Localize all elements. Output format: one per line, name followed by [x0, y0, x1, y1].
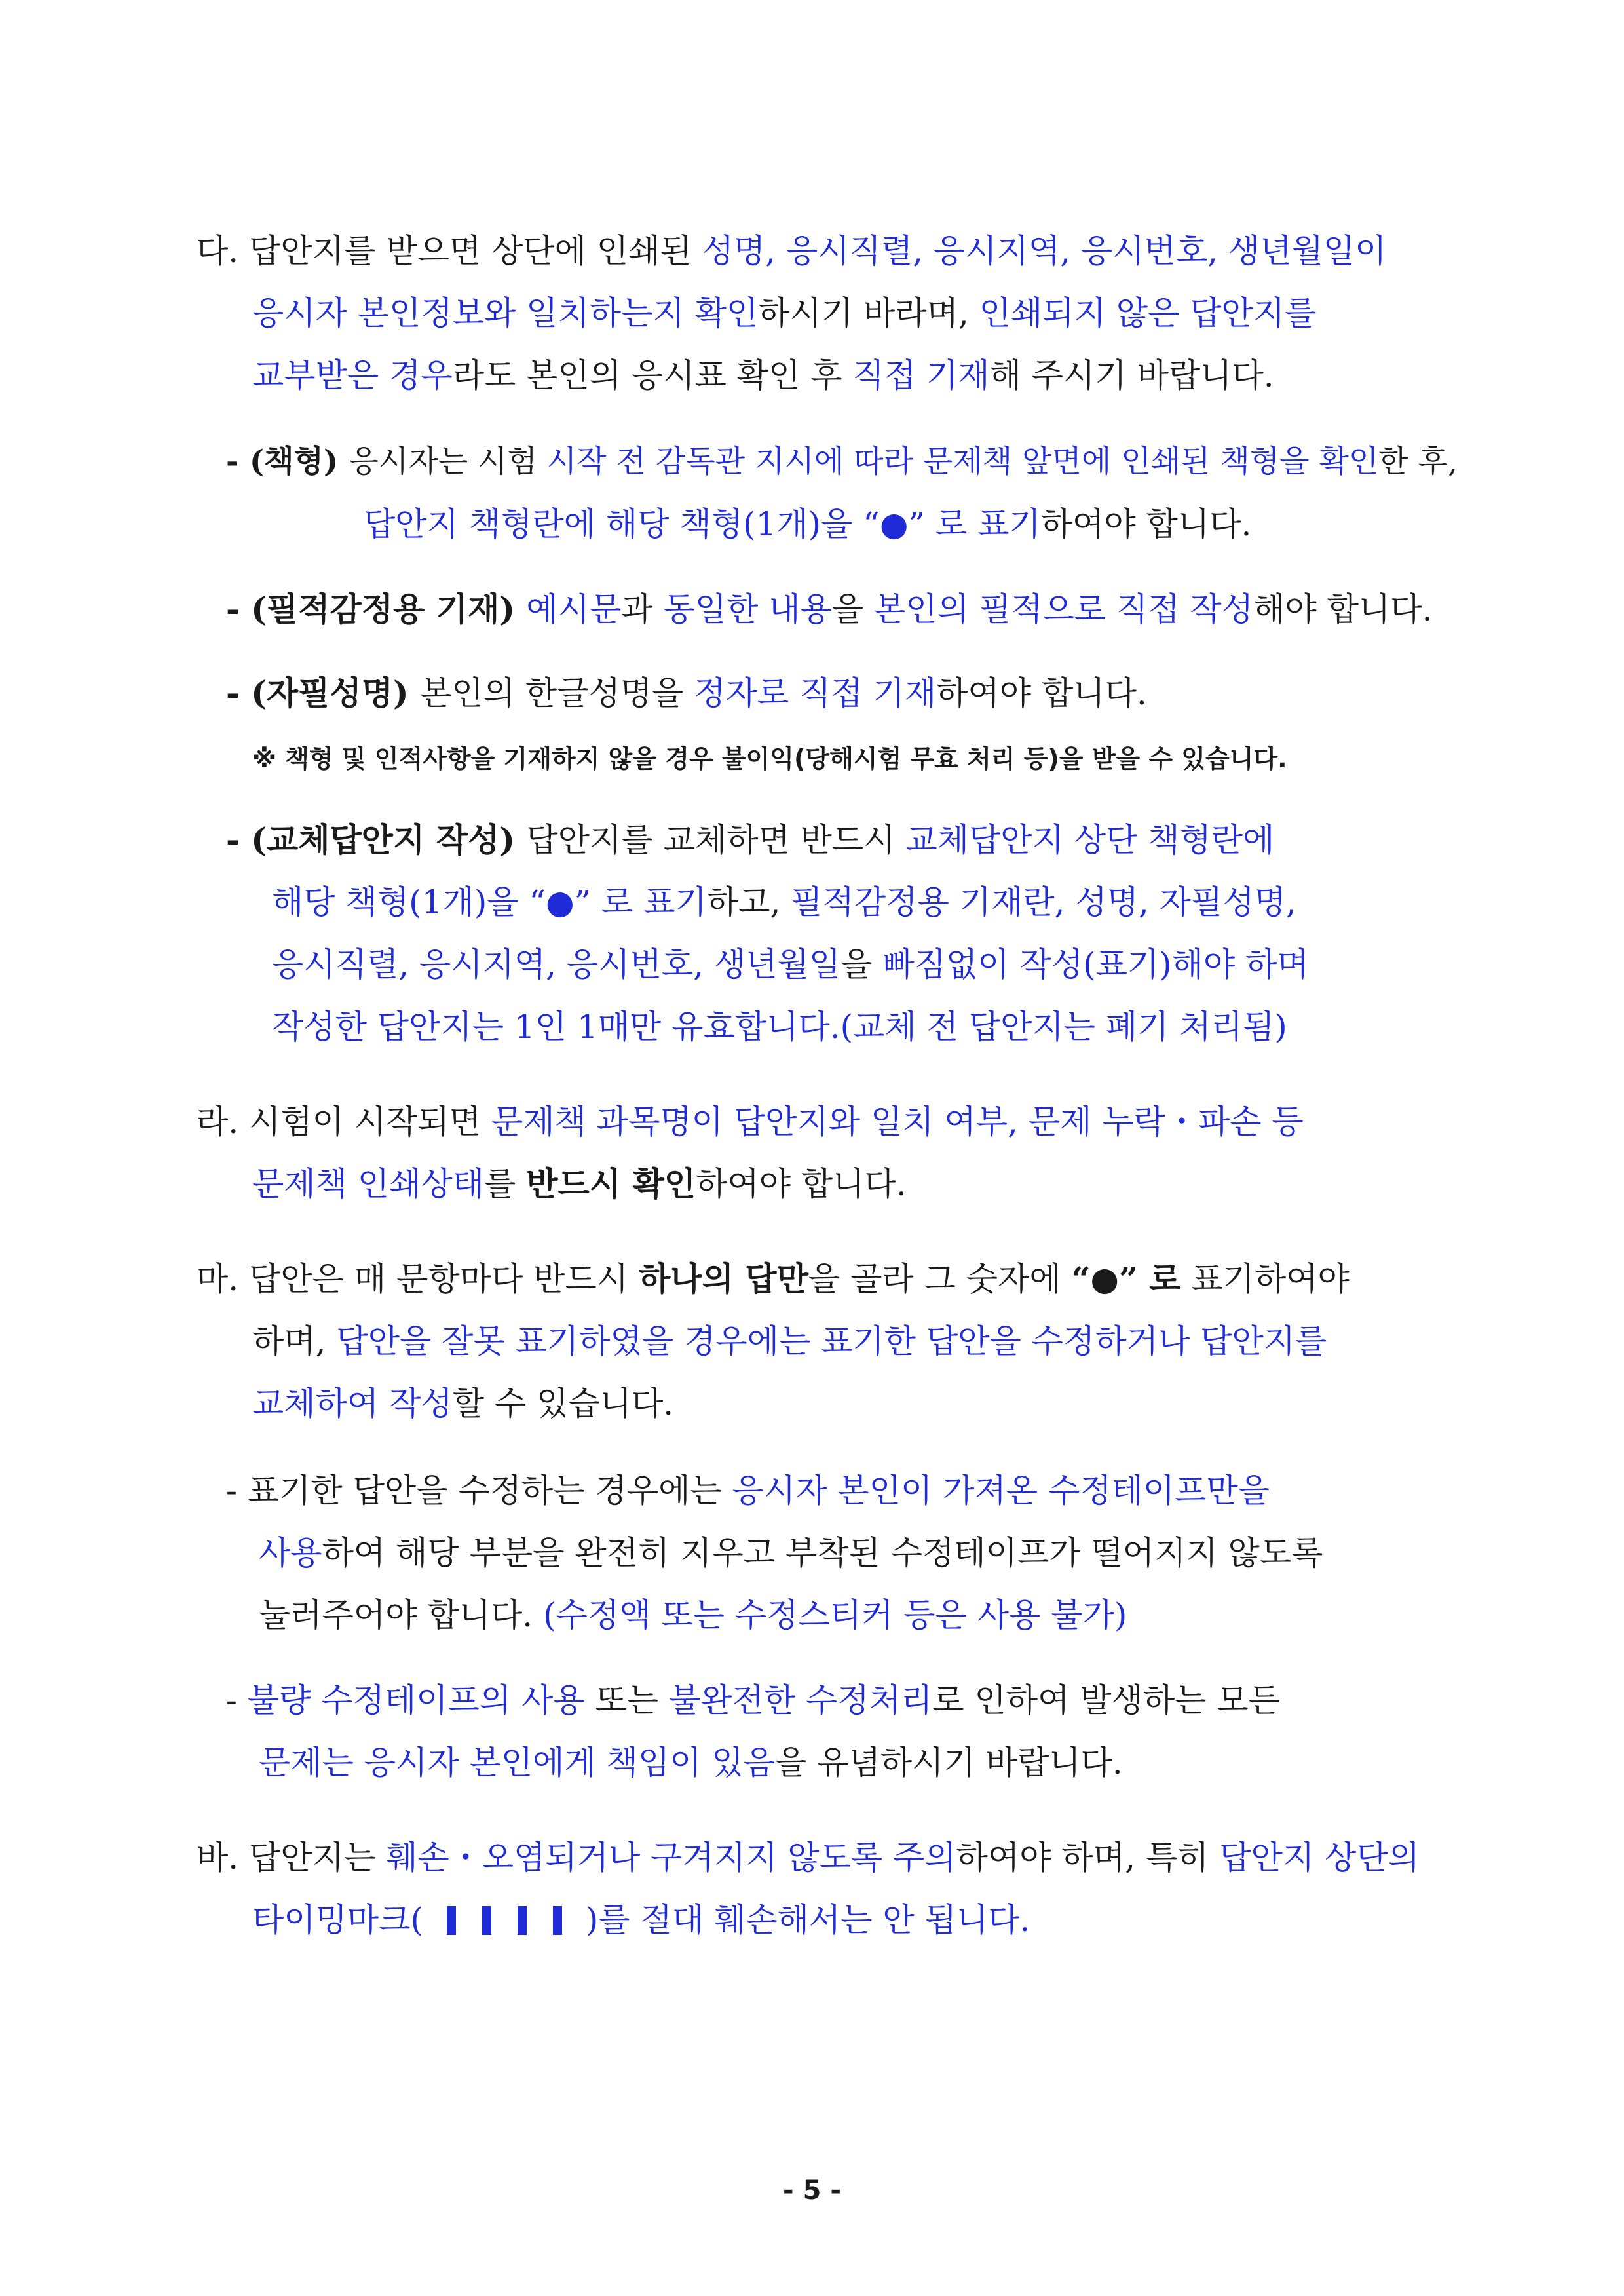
text-segment: 반드시 확인 [526, 1164, 696, 1203]
text-segment: 성명, 응시직렬, 응시지역, 응시번호, 생년월일이 [702, 232, 1387, 270]
text-segment: 하고, [706, 883, 791, 921]
text-segment: 불완전한 수정처리 [668, 1681, 933, 1719]
item-booklet-line-1 [226, 436, 1458, 488]
page-number: - 5 - [783, 2175, 841, 2206]
text-segment: 하나의 답만 [638, 1259, 808, 1298]
text-segment: 문제는 응시자 본인에게 책임이 있음 [259, 1744, 776, 1782]
text-segment: 본인의 한글성명을 [420, 674, 694, 712]
text-segment: 인쇄되지 않은 답안지를 [979, 294, 1317, 332]
item-bad-tape-line-2 [259, 1736, 1123, 1789]
text-segment: 예시문 [526, 590, 622, 628]
text-segment: - (책형) [226, 444, 349, 480]
text-segment: 교체하여 작성 [252, 1385, 453, 1423]
warning-note: ※ 책형 및 인적사항을 기재하지 않을 경우 불이익(당해시험 무효 처리 등)을 받을 수 있습니다. [252, 744, 1287, 773]
timing-mark-icon [434, 1901, 575, 1939]
text-segment: 다. 답안지를 받으면 상단에 인쇄된 [197, 232, 702, 270]
text-segment: 표기하여야 [1180, 1260, 1350, 1298]
text-segment: 훼손・오염되거나 구겨지지 않도록 주의 [386, 1839, 956, 1877]
text-segment: 답안을 잘못 표기하였을 경우에는 표기한 답안을 수정하거나 답안지를 [336, 1322, 1327, 1360]
text-segment: 라도 본인의 응시표 확인 후 [452, 356, 853, 394]
item-signature-line-1 [226, 667, 1147, 719]
item-correction-tape-line-3 [259, 1589, 1127, 1641]
text-segment: 해야 합니다. [1253, 590, 1433, 628]
text-segment: 를 [484, 1165, 527, 1203]
text-segment: 직접 기재 [852, 356, 990, 394]
text-segment: - 표기한 답안을 수정하는 경우에는 [226, 1472, 732, 1510]
text-segment: 라. 시험이 시작되면 [197, 1103, 491, 1141]
item-correction-tape-line-1 [226, 1464, 1270, 1517]
section-ba-line-1 [197, 1831, 1420, 1884]
text-segment: 필적감정용 기재란, 성명, 자필성명, [791, 883, 1296, 921]
text-segment: 답안지를 교체하면 반드시 [526, 821, 906, 859]
section-ma-line-2 [252, 1315, 1327, 1368]
text-segment: - (교체답안지 작성) [226, 820, 527, 859]
text-segment: 을 [831, 590, 875, 628]
timing-mark-warning: )를 절대 훼손해서는 안 됩니다. [585, 1901, 1030, 1939]
text-segment: 또는 [584, 1681, 669, 1719]
text-segment: 해 주시기 바랍니다. [989, 356, 1274, 394]
text-segment: 과 [621, 590, 664, 628]
text-segment: 하여야 합니다. [936, 674, 1147, 712]
text-segment: 불량 수정테이프의 사용 [247, 1681, 585, 1719]
text-segment: 문제책 인쇄상태 [252, 1165, 484, 1203]
text-segment: 응시자 본인이 가져온 수정테이프만을 [732, 1472, 1270, 1510]
text-segment: 할 수 있습니다. [452, 1385, 674, 1423]
text-segment: 본인의 필적으로 직접 작성 [874, 590, 1254, 628]
section-ra-line-1 [197, 1096, 1304, 1148]
text-segment: 정자로 직접 기재 [694, 674, 937, 712]
item-booklet-line-2 [364, 498, 1251, 550]
text-segment: 응시자는 시험 [349, 444, 547, 480]
item-replacement-line-1 [226, 814, 1274, 866]
text-segment: (수정액 또는 수정스티커 등은 사용 불가) [543, 1596, 1127, 1634]
text-segment: 문제책 과목명이 답안지와 일치 여부, 문제 누락・파손 등 [491, 1103, 1304, 1141]
item-replacement-line-4 [272, 1001, 1287, 1053]
text-segment: 하여 해당 부분을 완전히 지우고 부착된 수정테이프가 떨어지지 않도록 [322, 1534, 1323, 1572]
text-segment: 을 [840, 946, 883, 984]
text-segment: 마. 답안은 매 문항마다 반드시 [197, 1260, 639, 1298]
text-segment: - [226, 1681, 248, 1719]
item-correction-tape-line-2 [259, 1527, 1323, 1579]
text-segment: 바. 답안지는 [197, 1839, 387, 1877]
section-da-line-1 [197, 225, 1386, 277]
text-segment: 시작 전 감독관 지시에 따라 문제책 앞면에 인쇄된 책형을 확인 [546, 444, 1379, 480]
text-segment: 한 후, [1378, 444, 1458, 480]
timing-mark-label: 타이밍마크( [252, 1901, 424, 1939]
text-segment: 을 유념하시기 바랍니다. [775, 1744, 1123, 1782]
text-segment: - (필적감정용 기재) [226, 590, 527, 628]
text-segment: 하며, [252, 1322, 337, 1360]
section-ma-line-1 [197, 1253, 1350, 1305]
text-segment: 응시자 본인정보와 일치하는지 확인 [252, 294, 759, 332]
text-segment: 교부받은 경우 [252, 356, 453, 394]
text-segment: 눌러주어야 합니다. [259, 1596, 544, 1634]
text-segment: 동일한 내용 [663, 590, 832, 628]
text-segment: 하여야 합니다. [1040, 505, 1252, 543]
text-segment: 하시기 바라며, [758, 294, 979, 332]
item-replacement-line-2 [272, 876, 1296, 928]
section-ba-line-2 [252, 1894, 1030, 1946]
item-handwriting-line-1 [226, 583, 1432, 636]
section-ra-line-2 [252, 1158, 907, 1210]
text-segment: 답안지 상단의 [1219, 1839, 1420, 1877]
item-bad-tape-line-1 [226, 1674, 1280, 1727]
text-segment: 작성한 답안지는 1인 1매만 유효합니다.(교체 전 답안지는 폐기 처리됨) [272, 1008, 1287, 1046]
text-segment: - (자필성명) [226, 674, 421, 712]
text-segment: “●” 로 [1071, 1259, 1181, 1298]
section-da-line-3 [252, 349, 1274, 402]
text-segment: 로 인하여 발생하는 모든 [932, 1681, 1280, 1719]
text-segment: 응시직렬, 응시지역, 응시번호, 생년월일 [272, 946, 841, 984]
text-segment: 하여야 하며, 특히 [956, 1839, 1220, 1877]
text-segment: 사용 [259, 1534, 322, 1572]
text-segment: 을 골라 그 숫자에 [808, 1260, 1072, 1298]
text-segment: 하여야 합니다. [696, 1165, 907, 1203]
text-segment: 해당 책형(1개)을 “●” 로 표기 [272, 883, 707, 921]
item-replacement-line-3 [272, 938, 1309, 991]
section-ma-line-3 [252, 1377, 673, 1430]
text-segment: 교체답안지 상단 책형란에 [905, 821, 1275, 859]
text-segment: 답안지 책형란에 해당 책형(1개)을 “●” 로 표기 [364, 505, 1041, 543]
section-da-line-2 [252, 287, 1316, 339]
text-segment: 빠짐없이 작성(표기)해야 하며 [882, 946, 1309, 984]
